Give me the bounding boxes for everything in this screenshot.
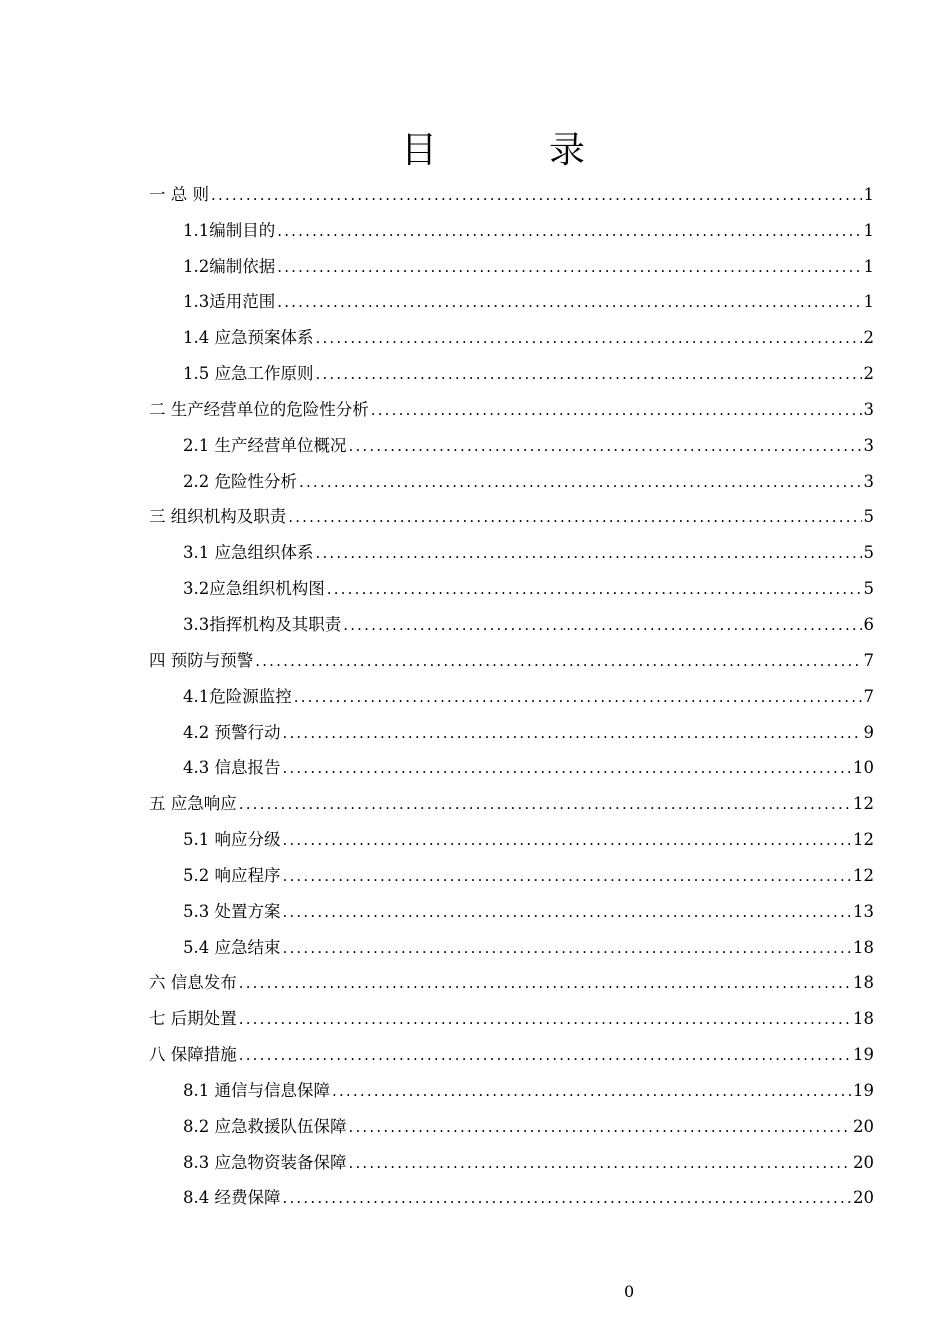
toc-section-entry[interactable] bbox=[149, 278, 874, 314]
toc-entry-page-number: 19 bbox=[853, 1045, 874, 1065]
toc-entry-title: 八 保障措施 bbox=[149, 1045, 237, 1065]
toc-entry-page-number: 7 bbox=[863, 686, 874, 706]
toc-dot-leader bbox=[349, 1116, 852, 1138]
toc-entry-title: 1.2编制依据 bbox=[183, 256, 276, 276]
toc-chapter-entry[interactable] bbox=[149, 1030, 874, 1066]
toc-entry-page-number: 2 bbox=[863, 328, 874, 348]
toc-chapter-entry[interactable] bbox=[149, 779, 874, 815]
toc-entry-title: 5.4 应急结束 bbox=[183, 937, 281, 957]
toc-dot-leader bbox=[316, 363, 862, 385]
toc-entry-title: 8.2 应急救援队伍保障 bbox=[183, 1116, 347, 1136]
toc-chapter-entry[interactable] bbox=[149, 959, 874, 995]
toc-entry-page-number: 20 bbox=[853, 1116, 874, 1136]
toc-entry-page-number: 20 bbox=[853, 1152, 874, 1172]
toc-entry-title: 8.4 经费保障 bbox=[183, 1188, 281, 1208]
toc-entry-title: 1.5 应急工作原则 bbox=[183, 364, 314, 384]
toc-entry-page-number: 19 bbox=[853, 1080, 874, 1100]
toc-entry-page-number: 1 bbox=[863, 256, 874, 276]
toc-entry-title: 七 后期处置 bbox=[149, 1009, 237, 1029]
toc-entry-title: 5.3 处置方案 bbox=[183, 901, 281, 921]
toc-section-entry[interactable] bbox=[149, 744, 874, 780]
toc-section-entry[interactable] bbox=[149, 564, 874, 600]
toc-entry-title: 4.3 信息报告 bbox=[183, 758, 281, 778]
toc-entry-page-number: 1 bbox=[863, 220, 874, 240]
toc-dot-leader bbox=[239, 972, 851, 994]
toc-dot-leader bbox=[288, 506, 861, 528]
toc-dot-leader bbox=[349, 435, 862, 457]
toc-entry-title: 六 信息发布 bbox=[149, 973, 237, 993]
toc-entry-title: 四 预防与预警 bbox=[149, 650, 254, 670]
toc-entry-title: 4.2 预警行动 bbox=[183, 722, 281, 742]
toc-entry-page-number: 12 bbox=[853, 865, 874, 885]
toc-section-entry[interactable] bbox=[149, 421, 874, 457]
toc-entry-page-number: 5 bbox=[863, 579, 874, 599]
toc-chapter-entry[interactable] bbox=[149, 636, 874, 672]
toc-entry-page-number: 6 bbox=[863, 614, 874, 634]
toc-entry-page-number: 5 bbox=[863, 543, 874, 563]
toc-entry-title: 五 应急响应 bbox=[149, 794, 237, 814]
toc-entry-title: 3.3指挥机构及其职责 bbox=[183, 614, 342, 634]
toc-entry-title: 2.1 生产经营单位概况 bbox=[183, 435, 347, 455]
toc-dot-leader bbox=[239, 1008, 851, 1030]
toc-section-entry[interactable] bbox=[149, 1066, 874, 1102]
toc-dot-leader bbox=[277, 291, 861, 313]
toc-dot-leader bbox=[283, 901, 852, 923]
toc-section-entry[interactable] bbox=[149, 708, 874, 744]
table-of-contents bbox=[149, 170, 874, 1209]
toc-dot-leader bbox=[327, 578, 862, 600]
toc-dot-leader bbox=[239, 793, 851, 815]
toc-entry-title: 1.1编制目的 bbox=[183, 220, 276, 240]
toc-entry-title: 3.2应急组织机构图 bbox=[183, 579, 325, 599]
toc-entry-title: 4.1危险源监控 bbox=[183, 686, 292, 706]
toc-chapter-entry[interactable] bbox=[149, 170, 874, 206]
toc-entry-page-number: 5 bbox=[863, 507, 874, 527]
toc-entry-title: 8.1 通信与信息保障 bbox=[183, 1080, 330, 1100]
toc-entry-title: 5.2 响应程序 bbox=[183, 865, 281, 885]
toc-dot-leader bbox=[294, 686, 862, 708]
toc-entry-title: 2.2 危险性分析 bbox=[183, 471, 297, 491]
toc-section-entry[interactable] bbox=[149, 528, 874, 564]
toc-entry-page-number: 18 bbox=[853, 1009, 874, 1029]
toc-section-entry[interactable] bbox=[149, 457, 874, 493]
toc-entry-page-number: 3 bbox=[863, 471, 874, 491]
page-number: 0 bbox=[624, 1282, 635, 1301]
toc-dot-leader bbox=[283, 829, 852, 851]
toc-section-entry[interactable] bbox=[149, 1174, 874, 1210]
toc-dot-leader bbox=[283, 865, 852, 887]
toc-section-entry[interactable] bbox=[149, 887, 874, 923]
toc-dot-leader bbox=[316, 327, 862, 349]
page-title: 目 录 bbox=[400, 130, 623, 171]
toc-dot-leader bbox=[371, 399, 862, 421]
toc-entry-title: 5.1 响应分级 bbox=[183, 830, 281, 850]
toc-dot-leader bbox=[239, 1044, 851, 1066]
toc-entry-page-number: 1 bbox=[863, 184, 874, 204]
toc-section-entry[interactable] bbox=[149, 242, 874, 278]
toc-section-entry[interactable] bbox=[149, 600, 874, 636]
toc-section-entry[interactable] bbox=[149, 1102, 874, 1138]
toc-dot-leader bbox=[343, 614, 861, 636]
toc-dot-leader bbox=[277, 256, 861, 278]
toc-section-entry[interactable] bbox=[149, 313, 874, 349]
toc-entry-page-number: 3 bbox=[863, 399, 874, 419]
toc-entry-title: 三 组织机构及职责 bbox=[149, 507, 287, 527]
toc-entry-title: 3.1 应急组织体系 bbox=[183, 543, 314, 563]
toc-dot-leader bbox=[255, 650, 861, 672]
toc-chapter-entry[interactable] bbox=[149, 385, 874, 421]
toc-dot-leader bbox=[332, 1080, 851, 1102]
toc-dot-leader bbox=[316, 542, 862, 564]
toc-dot-leader bbox=[283, 937, 852, 959]
toc-entry-page-number: 18 bbox=[853, 973, 874, 993]
toc-entry-page-number: 9 bbox=[863, 722, 874, 742]
toc-entry-page-number: 12 bbox=[853, 830, 874, 850]
toc-dot-leader bbox=[349, 1152, 852, 1174]
toc-entry-page-number: 3 bbox=[863, 435, 874, 455]
toc-entry-page-number: 1 bbox=[863, 292, 874, 312]
toc-entry-title: 二 生产经营单位的危险性分析 bbox=[149, 399, 369, 419]
toc-entry-page-number: 10 bbox=[853, 758, 874, 778]
toc-section-entry[interactable] bbox=[149, 672, 874, 708]
toc-section-entry[interactable] bbox=[149, 815, 874, 851]
toc-section-entry[interactable] bbox=[149, 923, 874, 959]
toc-entry-title: 一 总 则 bbox=[149, 184, 209, 204]
toc-section-entry[interactable] bbox=[149, 851, 874, 887]
toc-entry-title: 1.3适用范围 bbox=[183, 292, 276, 312]
toc-dot-leader bbox=[283, 757, 852, 779]
toc-entry-page-number: 7 bbox=[863, 650, 874, 670]
toc-entry-page-number: 13 bbox=[853, 901, 874, 921]
toc-dot-leader bbox=[299, 471, 862, 493]
toc-dot-leader bbox=[211, 184, 862, 206]
toc-dot-leader bbox=[283, 1187, 852, 1209]
toc-entry-page-number: 12 bbox=[853, 794, 874, 814]
toc-entry-page-number: 2 bbox=[863, 364, 874, 384]
toc-entry-title: 1.4 应急预案体系 bbox=[183, 328, 314, 348]
toc-chapter-entry[interactable] bbox=[149, 493, 874, 529]
toc-section-entry[interactable] bbox=[149, 206, 874, 242]
toc-dot-leader bbox=[277, 220, 861, 242]
toc-entry-page-number: 18 bbox=[853, 937, 874, 957]
toc-chapter-entry[interactable] bbox=[149, 994, 874, 1030]
toc-entry-title: 8.3 应急物资装备保障 bbox=[183, 1152, 347, 1172]
toc-dot-leader bbox=[283, 722, 862, 744]
toc-entry-page-number: 20 bbox=[853, 1188, 874, 1208]
toc-section-entry[interactable] bbox=[149, 349, 874, 385]
toc-section-entry[interactable] bbox=[149, 1138, 874, 1174]
